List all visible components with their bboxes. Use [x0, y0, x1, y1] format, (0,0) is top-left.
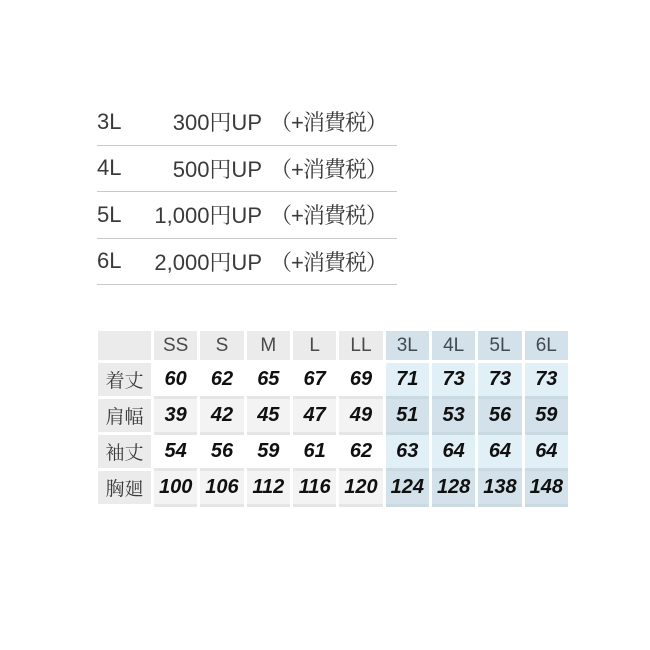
price-amount: 500円UP — [172, 156, 262, 182]
size-value-cell: 64 — [525, 435, 568, 471]
size-value-cell: 56 — [200, 435, 243, 471]
price-amount: 1,000円UP — [154, 203, 262, 229]
price-tax-note: （+消費税） — [270, 249, 387, 275]
column-header: S — [200, 331, 243, 363]
size-value-cell: 106 — [200, 471, 243, 507]
size-table-corner-cell — [98, 331, 151, 363]
size-value-cell: 62 — [339, 435, 382, 471]
size-value-cell: 62 — [200, 363, 243, 399]
size-value-cell: 120 — [339, 471, 382, 507]
row-label: 肩幅 — [98, 399, 151, 435]
price-size-label: 3L — [97, 108, 122, 134]
row-label: 着丈 — [98, 363, 151, 399]
price-row — [97, 192, 397, 239]
size-value-cell: 112 — [247, 471, 290, 507]
column-header: M — [247, 331, 290, 363]
price-size-label: 6L — [97, 248, 122, 274]
size-value-cell: 61 — [293, 435, 336, 471]
size-table-header — [98, 331, 568, 363]
size-value-cell: 54 — [154, 435, 197, 471]
size-value-cell: 49 — [339, 399, 382, 435]
size-value-cell: 71 — [386, 363, 429, 399]
size-value-cell: 47 — [293, 399, 336, 435]
size-value-cell: 124 — [386, 471, 429, 507]
size-value-cell: 63 — [386, 435, 429, 471]
size-table-row — [98, 399, 568, 435]
row-label: 胸廻 — [98, 471, 151, 507]
size-value-cell: 60 — [154, 363, 197, 399]
column-header: SS — [154, 331, 197, 363]
size-value-cell: 64 — [478, 435, 521, 471]
price-tax-note: （+消費税） — [270, 203, 387, 229]
size-value-cell: 73 — [432, 363, 475, 399]
price-amount: 300円UP — [172, 110, 262, 136]
size-value-cell: 69 — [339, 363, 382, 399]
size-value-cell: 59 — [247, 435, 290, 471]
size-value-cell: 53 — [432, 399, 475, 435]
column-header: LL — [339, 331, 382, 363]
price-size-label: 5L — [97, 201, 122, 227]
price-row — [97, 239, 397, 286]
price-size-label: 4L — [97, 155, 122, 181]
size-value-cell: 73 — [478, 363, 521, 399]
size-value-cell: 51 — [386, 399, 429, 435]
row-label: 袖丈 — [98, 435, 151, 471]
price-tax-note: （+消費税） — [270, 156, 387, 182]
size-value-cell: 100 — [154, 471, 197, 507]
size-value-cell: 59 — [525, 399, 568, 435]
size-value-cell: 39 — [154, 399, 197, 435]
size-value-cell: 138 — [478, 471, 521, 507]
column-header: 4L — [432, 331, 475, 363]
size-table-body — [98, 363, 568, 507]
column-header: 3L — [386, 331, 429, 363]
size-table-row — [98, 435, 568, 471]
column-header: L — [293, 331, 336, 363]
price-upcharge-list — [97, 99, 397, 285]
price-row — [97, 99, 397, 146]
size-value-cell: 65 — [247, 363, 290, 399]
price-row — [97, 146, 397, 193]
size-value-cell: 148 — [525, 471, 568, 507]
size-value-cell: 64 — [432, 435, 475, 471]
size-value-cell: 73 — [525, 363, 568, 399]
size-value-cell: 56 — [478, 399, 521, 435]
size-value-cell: 67 — [293, 363, 336, 399]
size-value-cell: 116 — [293, 471, 336, 507]
size-chart-table — [95, 331, 571, 507]
size-value-cell: 42 — [200, 399, 243, 435]
size-value-cell: 128 — [432, 471, 475, 507]
size-value-cell: 45 — [247, 399, 290, 435]
price-amount: 2,000円UP — [154, 249, 262, 275]
size-table-row — [98, 471, 568, 507]
price-tax-note: （+消費税） — [270, 110, 387, 136]
column-header: 6L — [525, 331, 568, 363]
size-table-row — [98, 363, 568, 399]
size-table-header-row — [98, 331, 568, 363]
column-header: 5L — [478, 331, 521, 363]
